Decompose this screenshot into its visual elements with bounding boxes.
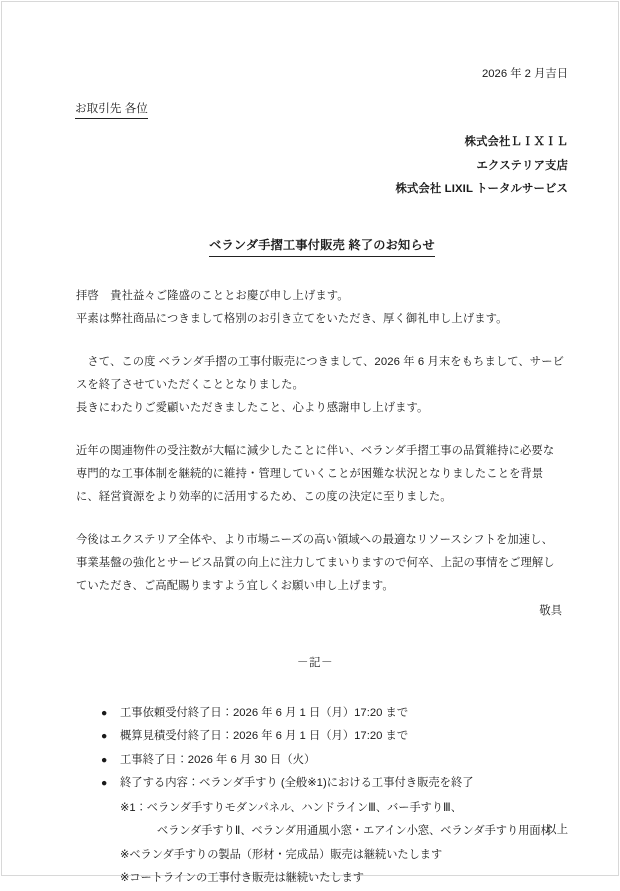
list-item [101, 772, 568, 796]
future-line-1: 今後はエクステリア全体や、より市場ニーズの高い領域への最適なリソースシフトを加速し、 [76, 533, 553, 546]
future-line-2: 事業基盤の強化とサービス品質の向上に注力してまいりますので何卒、上記の事情をご理解し [76, 556, 555, 569]
bullet-icon: ● [101, 706, 108, 719]
future-paragraph [76, 529, 568, 598]
document-page [1, 1, 619, 884]
announcement-line-3: 長きにわたりご愛顧いただきましたこと、心より感謝申し上げます。 [76, 401, 429, 414]
sender-company: 株式会社ＬＩＸＩＬ [464, 136, 568, 148]
details-list [76, 702, 568, 796]
reason-line-1: 近年の関連物件の受注数が大幅に減少したことに伴い、ベランダ手摺工事の品質維持に必要な [76, 444, 555, 457]
list-item-label: 工事終了日：2026 年 6 月 30 日（火） [120, 753, 316, 766]
footer-closing: 以上 [545, 824, 568, 836]
reason-line-2: 専門的な工事体制を継続的に維持・管理していくことが困難な状況となりましたことを背景 [76, 467, 544, 480]
note-item-1: ※1：ベランダ手すりモダンパネル、ハンドラインⅢ、バー手すりⅢ、 [120, 801, 462, 814]
bullet-icon: ● [101, 753, 108, 766]
closing-row [76, 600, 568, 623]
list-item [101, 702, 568, 726]
list-item-label: 工事依頼受付終了日：2026 年 6 月 1 日（月）17:20 まで [120, 706, 409, 719]
reason-line-3: に、経営資源をより効率的に活用するため、この度の決定に至りました。 [76, 490, 452, 503]
reason-paragraph [76, 440, 568, 509]
list-item [101, 725, 568, 749]
bullet-icon: ● [101, 730, 108, 742]
footer-row [545, 820, 568, 839]
list-item [101, 749, 568, 773]
future-line-3: ていただき、ご高配賜りますよう宜しくお願い申し上げます。 [76, 579, 394, 592]
list-item-label: 終了する内容：ベランダ手すり (全般※1)における工事付き販売を終了 [120, 777, 474, 789]
closing-salutation: 敬具 [539, 604, 562, 617]
greeting-line-1: 拝啓 貴社益々ご隆盛のこととお慶び申し上げます。 [76, 289, 349, 302]
sender-block [76, 131, 568, 202]
note-item-2: ※ベランダ手すりの製品（形材・完成品）販売は継続いたします [120, 848, 443, 861]
sender-service-company: 株式会社 LIXIL トータルサービス [395, 183, 568, 195]
note-item-3: ※コートラインの工事付き販売は継続いたします [120, 872, 364, 884]
document-title-row [76, 236, 568, 257]
document-sheet [2, 2, 618, 884]
greeting-line-2: 平素は弊社商品につきまして格別のお引き立てをいただき、厚く御礼申し上げます。 [76, 312, 508, 325]
notes-list [76, 797, 568, 891]
announcement-line-1: さて、この度 ベランダ手摺の工事付販売につきまして、2026 年 6 月末をもちまして、サービ [76, 355, 564, 368]
announcement-line-2: スを終了させていただくこととなりました。 [76, 378, 304, 391]
announcement-paragraph [76, 351, 568, 420]
ki-marker-row [76, 653, 568, 673]
ki-marker: －記－ [296, 655, 334, 669]
note-item-1-continued: ベランダ手すりⅡ、ベランダ用通風小窓・エアイン小窓、ベランダ手すり用面材 [157, 825, 552, 837]
bullet-icon: ● [101, 777, 108, 789]
greeting-paragraph [76, 285, 568, 331]
addressee: お取引先 各位 [75, 100, 148, 119]
document-date: 2026 年 2 月吉日 [481, 68, 568, 80]
list-item-label: 概算見積受付終了日：2026 年 6 月 1 日（月）17:20 まで [120, 730, 409, 742]
page-title: ベランダ手摺工事付販売 終了のお知らせ [209, 236, 435, 257]
addressee-row [75, 99, 568, 119]
sender-branch: エクステリア支店 [476, 159, 568, 172]
